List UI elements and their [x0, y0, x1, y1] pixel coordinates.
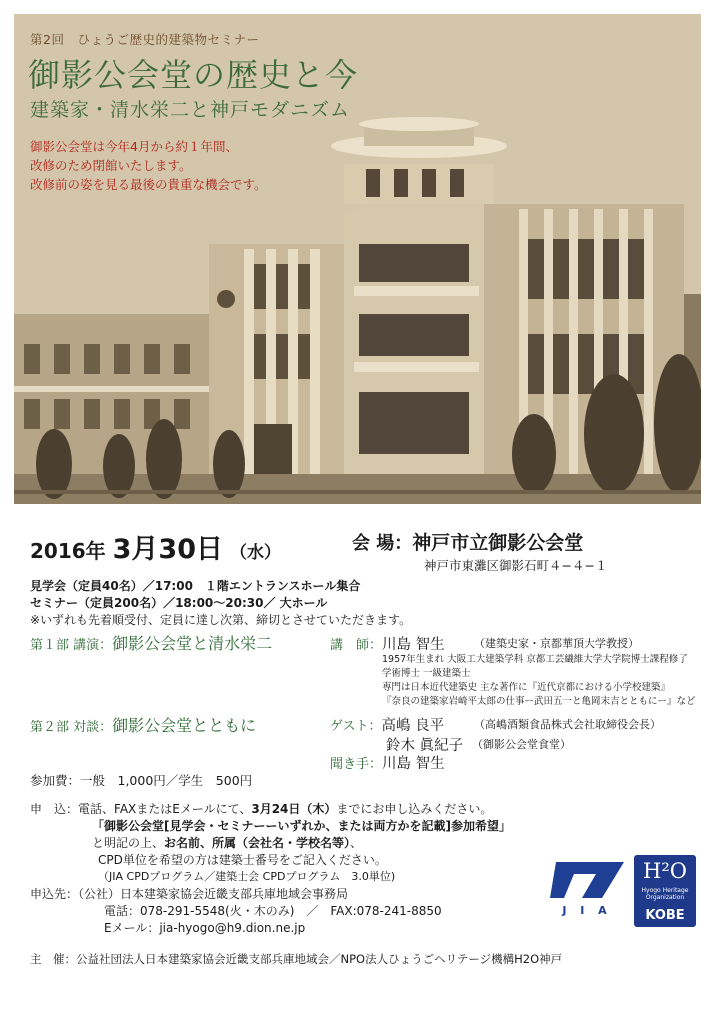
- tour-detail: （定員40名）／17:00 １階エントランスホール集合: [66, 579, 361, 593]
- host-role: 聞き手：: [330, 757, 383, 772]
- jia-logo-mark: [546, 858, 628, 918]
- part1-label: 第１部 講演：: [30, 638, 113, 653]
- bio-line: 学術博士 一級建築士: [382, 668, 471, 679]
- notice-line: 改修のため閉館いたします。: [30, 158, 192, 173]
- part2-label: 第２部 対談：: [30, 720, 113, 735]
- page-title: 御影公会堂の歴史と今: [28, 56, 359, 94]
- contact-email: Eメール：jia-hyogo@h9.dion.ne.jp: [104, 921, 306, 935]
- bio-line: 専門は日本近代建築史 主な著作に『近代京都における小学校建築』: [382, 682, 671, 693]
- speaker-name: 川島 智生: [382, 637, 445, 653]
- sponsor-line: 主 催：公益社団法人日本建築家協会近畿支部兵庫地域会／NPO法人ひょうごヘリテージ機構H2O神戸: [30, 952, 563, 966]
- seminar-capacity: （定員200名）: [78, 596, 164, 610]
- event-day: 3月30日: [112, 534, 224, 565]
- guest-role: ゲスト：: [330, 719, 382, 734]
- apply-line1: [30, 801, 492, 817]
- series-title: 第2回 ひょうご歴史的建築物セミナー: [30, 32, 260, 47]
- host-name: 川島 智生: [382, 756, 445, 772]
- part2-heading: [30, 713, 256, 736]
- fee-line: 参加費：一般 1,000円／学生 500円: [30, 773, 253, 788]
- guest2-name: 鈴木 眞紀子: [386, 738, 464, 754]
- jia-logo: [546, 858, 628, 918]
- h2o-logo-title: H²O: [643, 859, 687, 883]
- event-year: 2016年: [30, 539, 106, 563]
- speaker-role: 講 師：: [330, 638, 383, 653]
- tour-line: [30, 577, 360, 594]
- apply-line3-a: と明記の上、: [92, 836, 165, 850]
- guest1: [330, 714, 444, 735]
- event-venue: [352, 528, 583, 555]
- guest1-name: 高嶋 良平: [381, 718, 445, 734]
- contact-org: （公社）日本建築家協会近畿支部兵庫地域会事務局: [78, 887, 349, 901]
- apply-deadline: 3月24日（木）: [251, 802, 337, 816]
- venue-name: 神戸市立御影公会堂: [412, 532, 584, 554]
- jia-logo-text: J I A: [562, 904, 612, 917]
- apply-line4: CPD単位を希望の方は建築士番号をご記入ください。: [98, 853, 387, 867]
- apply-method: 電話、FAXまたはEメールにて、: [78, 802, 252, 816]
- apply-line5: （JIA CPDプログラム／建築士会 CPDプログラム 3.0単位): [98, 870, 396, 883]
- venue-address: 神戸市東灘区御影石町４−４−１: [424, 558, 608, 573]
- guest2-affiliation: （御影公会堂食堂）: [472, 738, 571, 751]
- schedule-note: ※いずれも先着順受付、定員に達し次第、締切とさせていただきます。: [30, 613, 412, 627]
- bio-line: 『奈良の建築家岩崎平太郎の仕事ー武田五一と亀岡末吉とともにー』など: [382, 696, 696, 707]
- apply-instruction: までにお申し込みください。: [336, 802, 493, 816]
- closure-notice: [30, 137, 267, 194]
- apply-line2: 「御影公会堂[見学会・セミナーーいずれか、または両方かを記載]参加希望」: [92, 819, 511, 833]
- part1-title: 御影公会堂と清水栄二: [112, 634, 273, 653]
- speaker-affiliation: （建築史家・京都華頂大学教授）: [474, 637, 639, 650]
- apply-line3: [92, 835, 362, 851]
- apply-line3-c: 、: [350, 836, 363, 850]
- apply-line3-b: お名前、所属（会社名・学校名等）: [164, 836, 351, 850]
- contact-line1: [30, 886, 348, 902]
- seminar-label: セミナー: [30, 596, 79, 610]
- part1-speaker: [330, 633, 445, 654]
- event-date: [30, 527, 281, 566]
- host: [330, 752, 445, 773]
- h2o-logo: [634, 855, 696, 927]
- page-subtitle: 建築家・清水栄二と神戸モダニズム: [30, 99, 351, 121]
- part1-heading: [30, 631, 272, 654]
- tour-label: 見学会: [30, 579, 67, 593]
- notice-line: 御影公会堂は今年4月から約１年間、: [30, 139, 238, 154]
- speaker-bio: [382, 654, 696, 708]
- notice-line: 改修前の姿を見る最後の貴重な機会です。: [30, 177, 267, 192]
- contact-label: 申込先：: [30, 887, 79, 901]
- part2-title: 御影公会堂とともに: [112, 716, 257, 735]
- seminar-detail: ／18:00〜20:30／ 大ホール: [163, 596, 328, 610]
- contact-phone: 電話：078-291-5548(火・木のみ) ／ FAX:078-241-8850: [104, 904, 442, 918]
- venue-label: 会 場：: [352, 533, 413, 554]
- event-weekday: （水）: [229, 543, 281, 563]
- bio-line: 1957年生まれ 大阪工大建築学科 京都工芸繊維大学大学院博士課程修了: [382, 654, 688, 665]
- apply-label: 申 込：: [30, 802, 79, 816]
- guest1-affiliation: （高嶋酒類食品株式会社取締役会長）: [474, 718, 661, 731]
- seminar-line: [30, 594, 327, 611]
- h2o-logo-kobe: KOBE: [645, 908, 685, 923]
- h2o-logo-subtitle: Hyogo Heritage Organization: [641, 887, 689, 901]
